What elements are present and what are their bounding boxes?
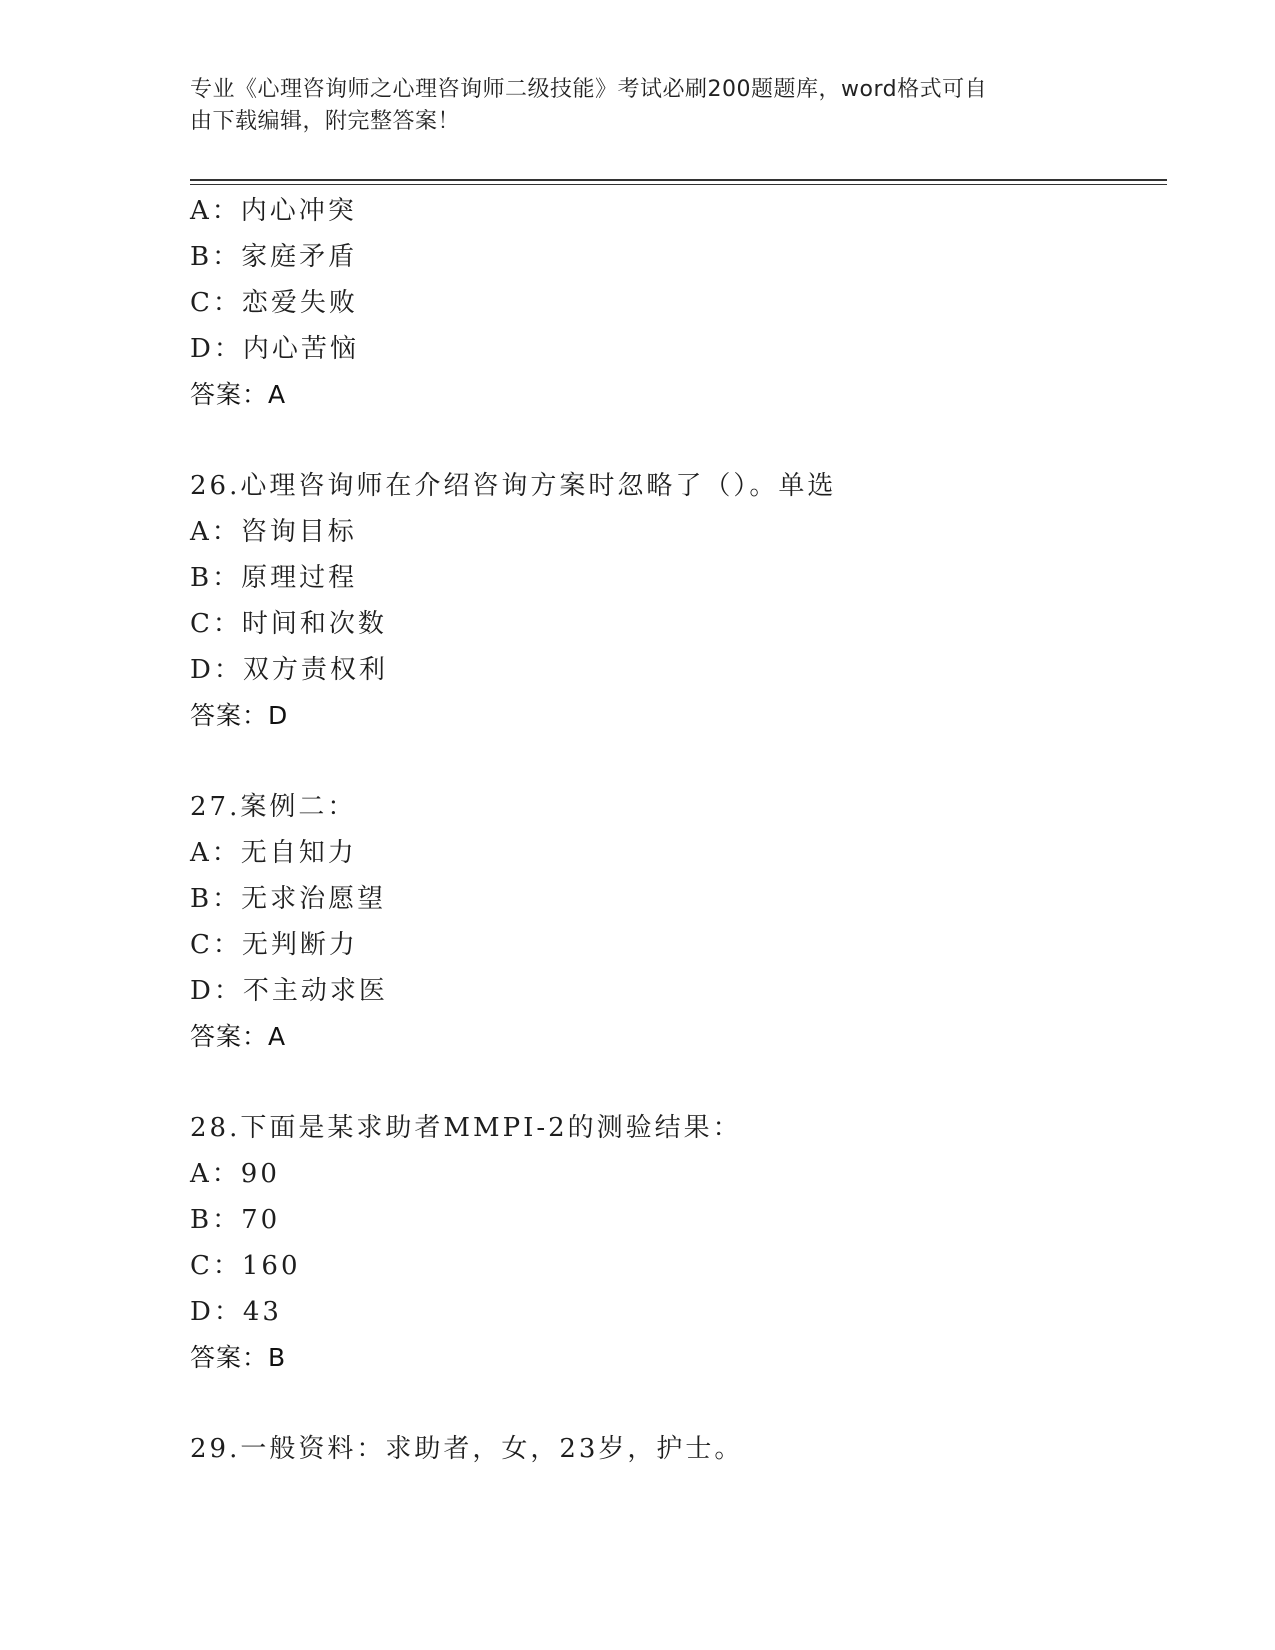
option-d: D：43	[190, 1297, 282, 1327]
question-title: 27.案例二：	[190, 792, 357, 822]
answer-line: 答案：A	[190, 1022, 287, 1051]
option-b: B：家庭矛盾	[190, 242, 358, 272]
option-a: A：无自知力	[190, 838, 357, 868]
question-list	[190, 188, 1170, 1472]
answer-line: 答案：B	[190, 1343, 287, 1372]
question-block-26	[190, 463, 1170, 739]
question-title: 26.心理咨询师在介绍咨询方案时忽略了（）。单选	[190, 471, 837, 501]
spacer	[190, 739, 1170, 784]
option-a: A：90	[190, 1159, 280, 1189]
header-rule-bottom	[190, 184, 1167, 185]
document-header	[190, 74, 1090, 138]
answer-line: 答案：A	[190, 380, 287, 409]
question-block-28	[190, 1105, 1170, 1381]
question-block-25	[190, 188, 1170, 418]
option-b: B：原理过程	[190, 563, 358, 593]
option-c: C：无判断力	[190, 930, 358, 960]
option-d: D：不主动求医	[190, 976, 388, 1006]
option-c: C：时间和次数	[190, 609, 387, 639]
option-c: C：160	[190, 1251, 301, 1281]
question-block-29	[190, 1426, 1170, 1472]
header-line-1: 专业《心理咨询师之心理咨询师二级技能》考试必刷200题题库，word格式可自	[190, 77, 988, 102]
spacer	[190, 1060, 1170, 1105]
option-d: D：双方责权利	[190, 655, 388, 685]
answer-line: 答案：D	[190, 701, 289, 730]
option-a: A：咨询目标	[190, 517, 357, 547]
option-a: A：内心冲突	[190, 196, 357, 226]
option-b: B：无求治愿望	[190, 884, 387, 914]
question-title: 28.下面是某求助者MMPI-2的测验结果：	[190, 1113, 742, 1143]
option-d: D：内心苦恼	[190, 334, 359, 364]
question-block-27	[190, 784, 1170, 1060]
option-b: B：70	[190, 1205, 281, 1235]
spacer	[190, 418, 1170, 463]
spacer	[190, 1381, 1170, 1426]
question-title: 29.一般资料：求助者，女，23岁，护士。	[190, 1434, 744, 1464]
header-line-2: 由下载编辑，附完整答案！	[190, 109, 461, 134]
option-c: C：恋爱失败	[190, 288, 358, 318]
header-rule-top	[190, 179, 1167, 181]
